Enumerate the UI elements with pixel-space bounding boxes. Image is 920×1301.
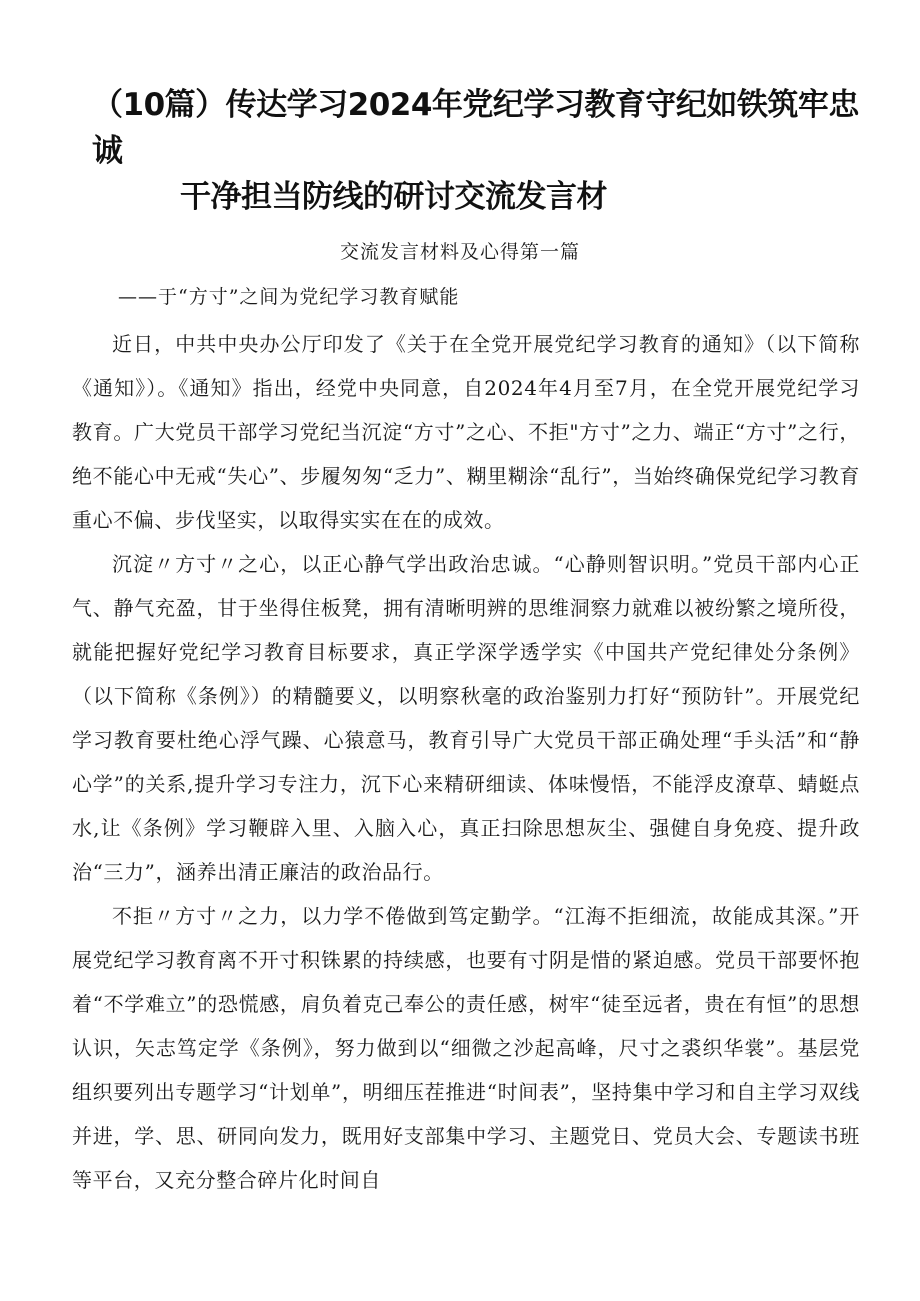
title-line-2: 干净担当防线的研讨交流发言材 — [180, 179, 607, 215]
document-body — [72, 322, 860, 1202]
paragraph-1: 近日，中共中央办公厅印发了《关于在全党开展党纪学习教育的通知》（以下简称《通知》）。《通知》指出，经党中央同意，自2024年4月至7月，在全党开展党纪学习教育。广大党员干部学习党纪当沉淀“方寸”之心、不拒"方寸”之力、端正“方寸”之行，绝不能心中无戒“失心”、步履匆匆“乏力”、糊里糊涂“乱行”，当始终确保党纪学习教育重心不偏、步伐坚实，以取得实实在在的成效。 — [72, 332, 860, 532]
byline: ——于“方寸”之间为党纪学习教育赋能 — [118, 286, 460, 308]
document-title — [92, 82, 862, 220]
title-line-1: （10篇）传达学习2024年党纪学习教育守纪如铁筑牢忠诚 — [92, 87, 859, 169]
paragraph-3: 不拒〃方寸〃之力，以力学不倦做到笃定勤学。“江海不拒细流，故能成其深。”开展党纪学习教育离不开寸积铢累的持续感，也要有寸阴是惜的紧迫感。党员干部要怀抱着“不学难立”的恐慌感，肩负着克己奉公的责任感，树牢“徒至远者，贵在有恒”的思想认识，矢志笃定学《条例》，努力做到以“细微之沙起高峰，尺寸之裘织华裳”。基层党组织要列出专题学习“计划单”，明细压茬推进“时间表”，坚持集中学习和自主学习双线并进，学、思、研同向发力，既用好支部集中学习、主题党日、党员大会、专题读书班等平台，又充分整合碎片化时间自 — [72, 904, 860, 1192]
paragraph-2: 沉淀〃方寸〃之心，以正心静气学出政治忠诚。“心静则智识明。”党员干部内心正气、静气充盈，甘于坐得住板凳，拥有清晰明辨的思维洞察力就难以被纷繁之境所役，就能把握好党纪学习教育目标要求，真正学深学透学实《中国共产党纪律处分条例》（以下简称《条例》）的精髓要义，以明察秋毫的政治鉴别力打好“预防针”。开展党纪学习教育要杜绝心浮气躁、心猿意马，教育引导广大党员干部正确处理“手头活”和“静心学”的关系,提升学习专注力，沉下心来精研细读、体味慢悟，不能浮皮潦草、蜻蜓点水,让《条例》学习鞭辟入里、入脑入心，真正扫除思想灰尘、强健自身免疫、提升政治“三力”，涵养出清正廉洁的政治品行。 — [72, 552, 860, 884]
section-heading: 交流发言材料及心得第一篇 — [339, 241, 580, 263]
